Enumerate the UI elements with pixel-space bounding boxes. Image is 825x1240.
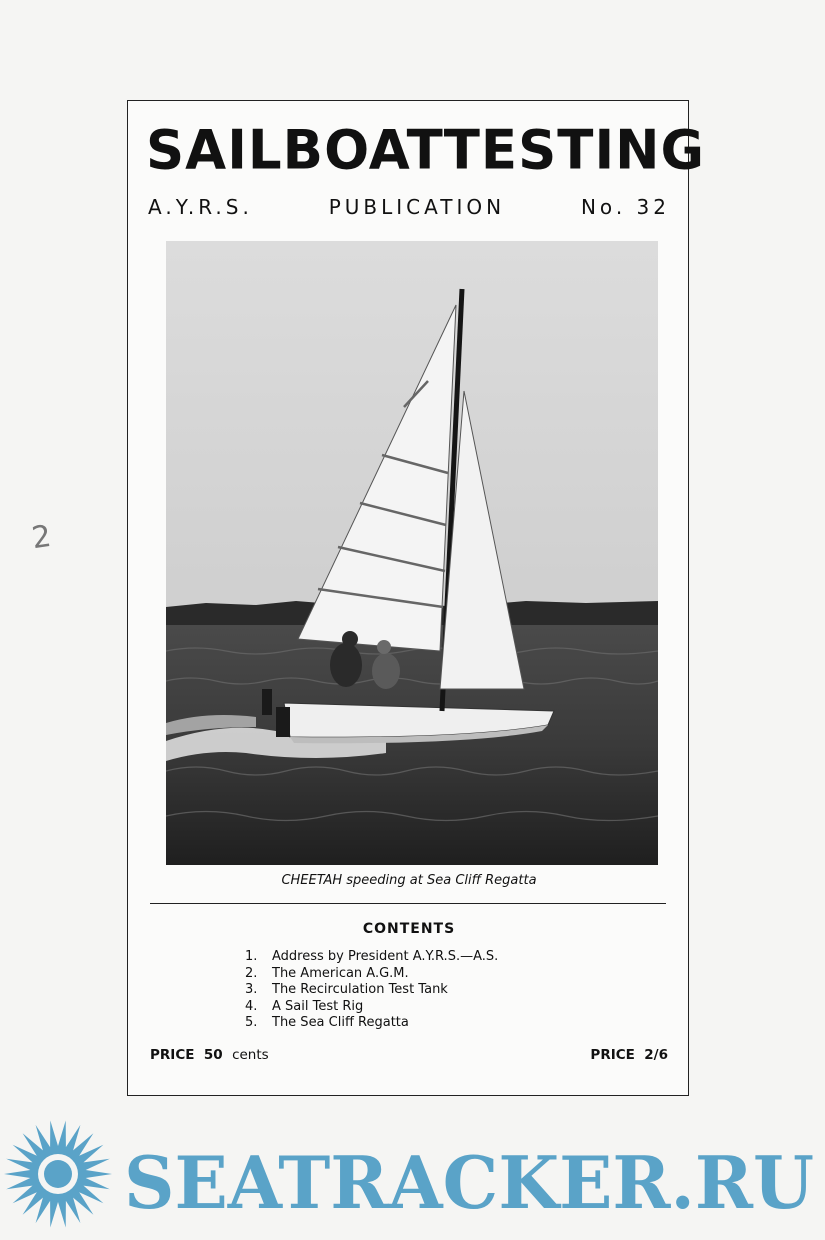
publication-number: No. 32 [580,195,670,219]
title-word-sailboat: SAILBOAT [146,119,444,182]
publication-label: PUBLICATION [328,195,506,219]
contents-list [245,949,498,1032]
publication-line [148,195,670,219]
sunburst-logo-icon [4,1121,112,1228]
publisher-name: A.Y.R.S. [148,195,253,219]
price-shillings: PRICE 2/6 [590,1047,668,1063]
cover-title [146,118,706,183]
publication-cover [127,100,706,1096]
horizontal-rule [150,903,666,904]
contents-item: 2. The American A.G.M. [245,965,409,981]
contents-item: 3. The Recirculation Test Tank [245,982,448,997]
contents-item: 1. Address by President A.Y.R.S.—A.S. [245,949,499,964]
photo-caption: CHEETAH speeding at Sea Cliff Regatta [281,873,537,888]
watermark-text: SEATRACKER.RU [124,1140,814,1225]
contents-item: 4. A Sail Test Rig [245,998,364,1014]
price-cents: PRICE 50 cents [150,1047,269,1063]
margin-pencil-mark: 2 [29,518,54,557]
contents-item: 5. The Sea Cliff Regatta [245,1015,409,1030]
contents-heading: CONTENTS [362,921,456,937]
seatracker-watermark [0,1118,825,1233]
title-word-testing: TESTING [443,119,706,182]
cover-photo-sailboat [166,241,658,865]
